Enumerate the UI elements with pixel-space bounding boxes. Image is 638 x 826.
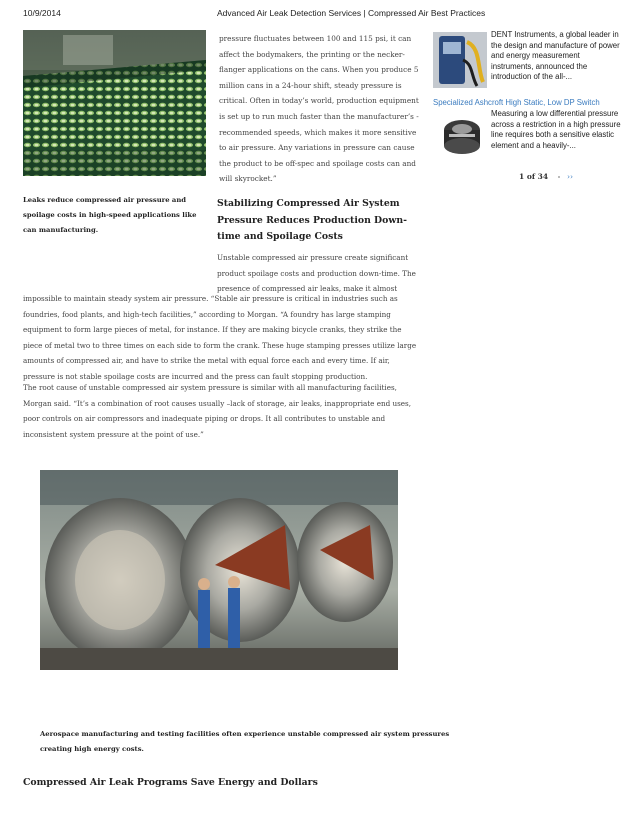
- quote-paragraph: pressure fluctuates between 100 and 115 psi, it can affect the bodymakers, the printing or the necker-flanger applications on the cans. When you produce 5 million cans in a 24-hour shift, steady pressure is critical. Often in today’s world, production equipment is set up to run much faster than the manufacturer’s - recommended speeds, which makes it more sensitive to air pressure. Any variations in pressure can cause the product to be off-spec and spoilage costs can and will skyrocket.”: [219, 34, 419, 184]
- can-manufacturing-photo: [23, 30, 206, 176]
- pagination-next-button[interactable]: ››: [567, 172, 573, 181]
- paragraph-root-cause: The root cause of unstable compressed air system pressure is similar with all manufacturing facilities, Morgan said. “It’s a combination of root causes usually –lack of storage, air leaks, inappropriate end uses, poor controls on air compressors and inadequate piping or drops. It all contributes to unstable and inconsistent system pressure at the point of use.”: [23, 383, 412, 439]
- caption-can-manufacturing: Leaks reduce compressed air pressure and spoilage costs in high-speed applications like can manufacturing.: [23, 196, 197, 234]
- pagination-label: 1 of 34: [519, 172, 549, 181]
- ashcroft-switch-link[interactable]: Specialized Ashcroft High Static, Low DP Switch: [433, 98, 600, 107]
- dent-instruments-summary: DENT Instruments, a global leader in the design and manufacture of power and energy measurement instruments, announced the introduction of the all-...: [491, 30, 620, 82]
- caption-aerospace: Aerospace manufacturing and testing facilities often experience unstable compressed air system pressures creating high energy costs.: [40, 730, 450, 753]
- section-heading-stabilizing: Stabilizing Compressed Air System Pressure Reduces Production Down-time and Spoilage Costs: [217, 198, 407, 242]
- pagination-separator-dot: [558, 176, 560, 178]
- page-title: Advanced Air Leak Detection Services | Compressed Air Best Practices: [217, 8, 486, 18]
- ashcroft-switch-thumbnail[interactable]: [437, 110, 487, 160]
- aerospace-engine-photo: [40, 470, 398, 670]
- dent-instruments-thumbnail[interactable]: [433, 32, 487, 88]
- print-date: 10/9/2014: [23, 8, 61, 18]
- paragraph-unstable-pressure-continued: impossible to maintain steady system air pressure. “Stable air pressure is critical in industries such as foundries, food plants, and high-tech facilities,” according to Morgan. “A foundry has large stamping equipment to form large pieces of metal, for instance. If they are making bicycle cranks, they strike the piece of metal two to three times on each side to form the crank. These huge stamping presses utilize large amounts of compressed air, and have to strike the metal with equal force each and every time. If air, pressure is not stable spoilage costs are incurred and the press can fault stopping production.: [23, 294, 417, 381]
- paragraph-unstable-pressure-start: Unstable compressed air pressure create significant product spoilage costs and production down-time. The presence of compressed air leaks, make it almost: [217, 253, 416, 293]
- section-heading-leak-programs: Compressed Air Leak Programs Save Energy and Dollars: [23, 777, 318, 788]
- ashcroft-switch-summary: Measuring a low differential pressure across a restriction in a high pressure line requires both a sensitive elastic element and a heavily-...: [491, 109, 621, 150]
